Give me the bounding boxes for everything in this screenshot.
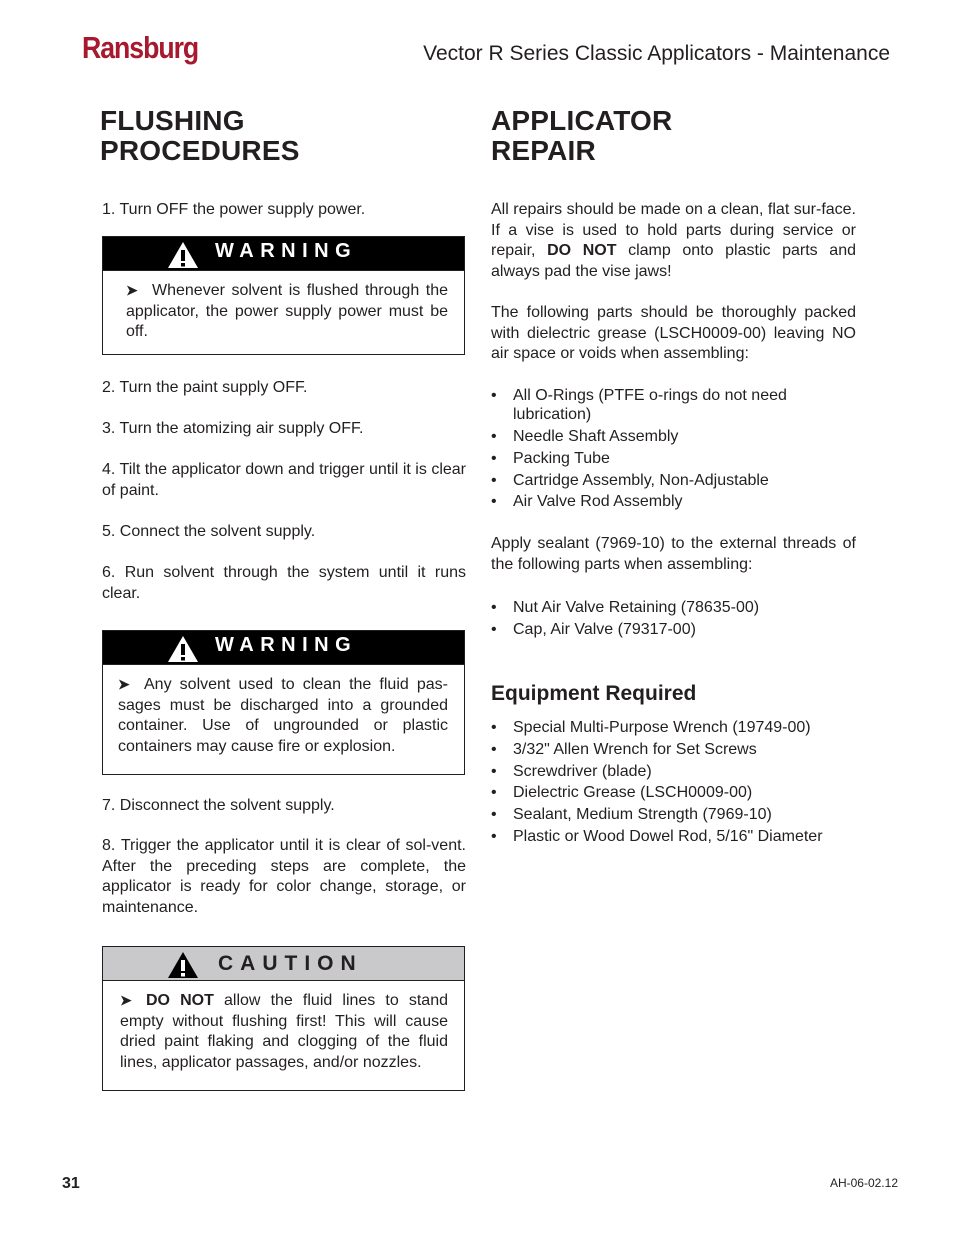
equipment-required-heading: Equipment Required <box>491 682 697 705</box>
caution-triangle-icon <box>167 951 199 979</box>
list-item: • Nut Air Valve Retaining (78635-00) <box>491 599 760 616</box>
warning-triangle-icon <box>167 241 199 269</box>
arrow-bullet-icon: ➤ <box>126 282 138 298</box>
caution-text: allow the fluid lines to stand empty without flushing first! This will cause dried paint flaking and clogging of the fluid lines, applicator passages, and/or nozzles. <box>120 992 448 1071</box>
flushing-title-line2: PROCEDURES <box>100 135 300 166</box>
list-item: • Dielectric Grease (LSCH0009-00) <box>491 784 753 802</box>
list-item: • 3/32" Allen Wrench for Set Screws <box>491 740 757 758</box>
step-4: 4. Tilt the applicator down and trigger until it is clear of paint. <box>102 461 466 499</box>
list-item: • Plastic or Wood Dowel Rod, 5/16" Diameter <box>491 827 823 845</box>
arrow-bullet-icon: ➤ <box>120 992 132 1008</box>
warning-body-1 <box>103 271 464 343</box>
list-item: • Packing Tube <box>491 449 610 467</box>
header-title: Vector R Series Classic Applicators - Maintenance <box>423 42 890 65</box>
repair-intro-part2: clamp onto plastic parts and always pad the vise jaws! <box>491 242 856 280</box>
arrow-bullet-icon: ➤ <box>118 676 130 692</box>
step-1: 1. Turn OFF the power supply power. <box>102 201 366 218</box>
repair-title-line1: APPLICATOR <box>491 105 673 136</box>
list-item: • Needle Shaft Assembly <box>491 428 679 445</box>
warning-label-1: WARNING <box>215 240 358 262</box>
caution-box <box>102 946 465 1091</box>
warning-header-1 <box>103 237 464 271</box>
caution-header <box>103 947 464 981</box>
warning-triangle-icon <box>167 635 199 663</box>
repair-intro-part1: All repairs should be made on a clean, flat sur-face. If a vise is used to hold parts during service or repair, <box>491 201 856 260</box>
step-5: 5. Connect the solvent supply. <box>102 523 316 540</box>
warning-label-2: WARNING <box>215 634 358 656</box>
caution-bold-lead: DO NOT <box>146 992 214 1009</box>
page-number: 31 <box>62 1175 80 1192</box>
grease-intro: The following parts should be thoroughly packed with dielectric grease (LSCH0009-00) leaving NO air space or voids when assembling: <box>491 304 856 363</box>
grease-parts-list <box>491 386 857 513</box>
list-item: • Cartridge Assembly, Non-Adjustable <box>491 471 769 489</box>
list-item: • Sealant, Medium Strength (7969-10) <box>491 806 772 824</box>
warning-box-2 <box>102 630 465 775</box>
warning-header-2 <box>103 631 464 665</box>
equipment-list <box>491 717 857 848</box>
caution-label: CAUTION <box>218 952 363 975</box>
flushing-title <box>100 106 466 166</box>
warning-text-2: Any solvent used to clean the fluid pas-sages must be discharged into a grounded container. Use of ungrounded or plastic containers may cause fire or explosion. <box>118 676 448 755</box>
step-6: 6. Run solvent through the system until it runs clear. <box>102 564 466 602</box>
sealant-parts-list <box>491 597 857 641</box>
sealant-intro: Apply sealant (7969-10) to the external threads of the following parts when assembling: <box>491 535 856 573</box>
step-8: 8. Trigger the applicator until it is clear of sol-vent. After the preceding steps are complete, the applicator is ready for color change, storage, or maintenance. <box>102 837 466 916</box>
warning-body-2 <box>103 665 464 757</box>
repair-title <box>491 106 857 166</box>
caution-body <box>103 981 464 1073</box>
list-item: • All O-Rings (PTFE o-rings do not need lubrication) <box>491 387 787 423</box>
step-2: 2. Turn the paint supply OFF. <box>102 379 308 396</box>
list-item: • Screwdriver (blade) <box>491 762 652 780</box>
step-3: 3. Turn the atomizing air supply OFF. <box>102 420 364 437</box>
warning-box-1 <box>102 236 465 355</box>
list-item: • Special Multi-Purpose Wrench (19749-00) <box>491 719 811 736</box>
ransburg-logo: Ransburg <box>82 30 199 65</box>
list-item: • Air Valve Rod Assembly <box>491 493 683 511</box>
list-item: • Cap, Air Valve (79317-00) <box>491 620 696 638</box>
step-7: 7. Disconnect the solvent supply. <box>102 797 335 814</box>
flushing-title-line1: FLUSHING <box>100 105 245 136</box>
repair-intro-bold: DO NOT <box>547 242 617 260</box>
repair-title-line2: REPAIR <box>491 135 596 166</box>
document-code: AH-06-02.12 <box>829 1176 898 1190</box>
warning-text-1: Whenever solvent is flushed through the applicator, the power supply power must be off. <box>126 282 448 341</box>
repair-intro <box>491 200 856 282</box>
